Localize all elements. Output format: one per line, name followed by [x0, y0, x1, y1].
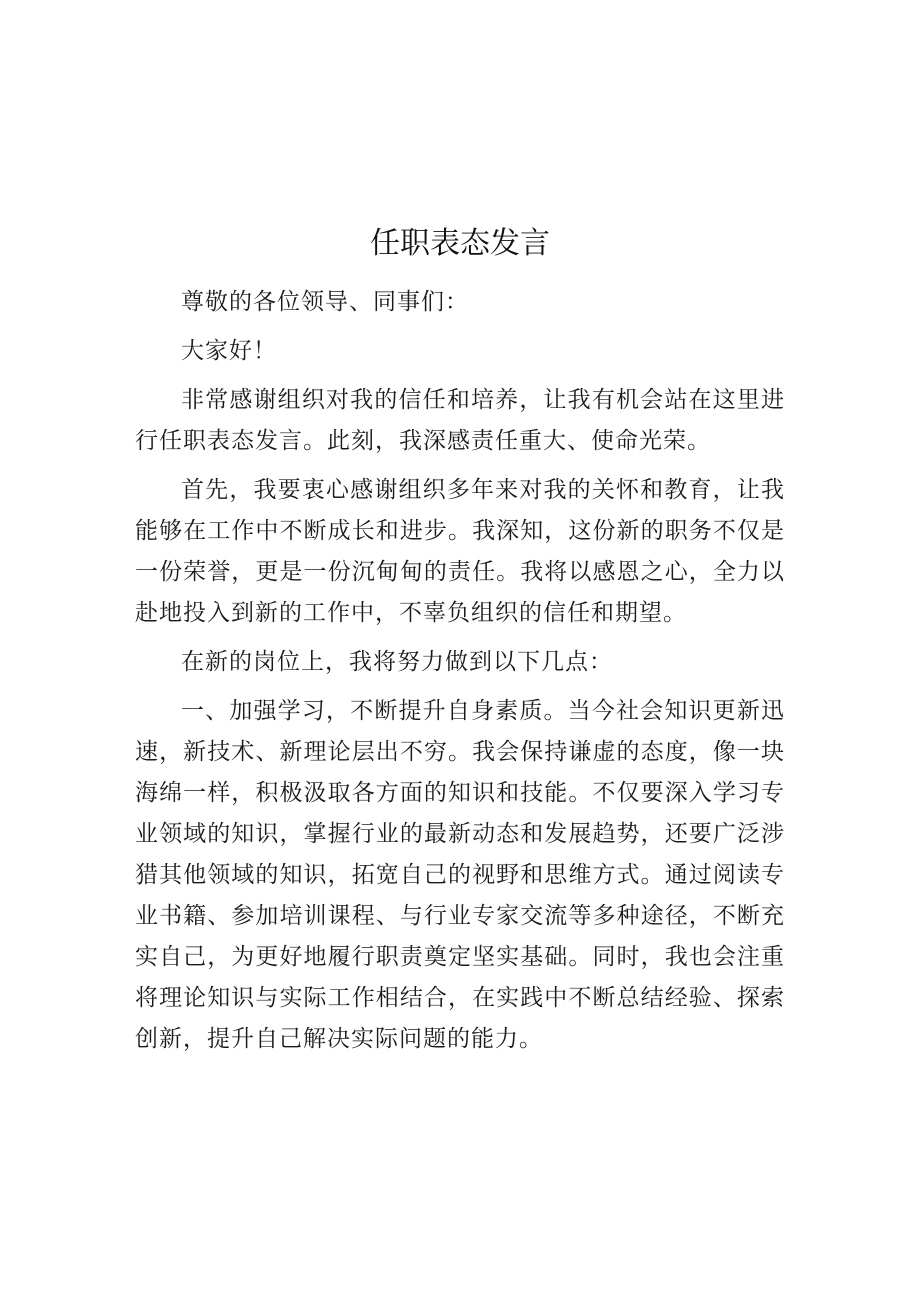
paragraph-thanks: 非常感谢组织对我的信任和培养，让我有机会站在这里进行任职表态发言。此刻，我深感责任重大、使命光荣。	[135, 387, 785, 454]
paragraph-point-one: 一、加强学习，不断提升自身素质。当今社会知识更新迅速，新技术、新理论层出不穷。我会保持谦虚的态度，像一块海绵一样，积极汲取各方面的知识和技能。不仅要深入学习专业领域的知识，掌握行业的最新动态和发展趋势，还要广泛涉猎其他领域的知识，拓宽自己的视野和思维方式。通过阅读专业书籍、参加培训课程、与行业专家交流等多种途径，不断充实自己，为更好地履行职责奠定坚实基础。同时，我也会注重将理论知识与实际工作相结合，在实践中不断总结经验、探索创新，提升自己解决实际问题的能力。	[135, 698, 785, 1052]
document-title: 任职表态发言	[370, 226, 550, 261]
paragraph-salutation: 尊敬的各位领导、同事们：	[181, 289, 469, 315]
paragraph-greeting: 大家好！	[181, 338, 277, 364]
paragraph-gratitude: 首先，我要衷心感谢组织多年来对我的关怀和教育，让我能够在工作中不断成长和进步。我深知，这份新的职务不仅是一份荣誉，更是一份沉甸甸的责任。我将以感恩之心，全力以赴地投入到新的工作中，不辜负组织的信任和期望。	[135, 477, 785, 626]
paragraph-intro-points: 在新的岗位上，我将努力做到以下几点：	[181, 649, 613, 675]
document-body	[135, 282, 785, 1068]
